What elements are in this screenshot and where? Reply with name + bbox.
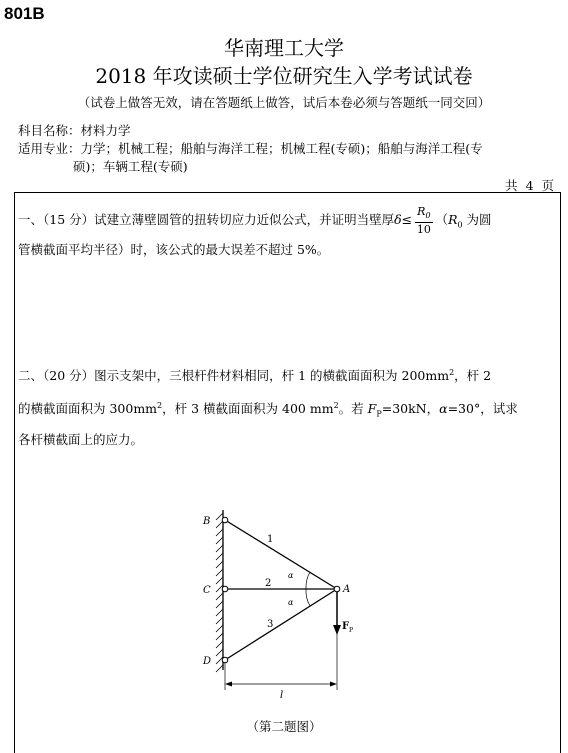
label-bar-3: 3: [267, 619, 274, 630]
question-2-line1: 二、（20 分）图示支架中，三根杆件材料相同，杆 1 的横截面面积为 $200mm^2$，杆 2: [18, 367, 492, 383]
bar-1: [225, 520, 337, 589]
label-c: C: [203, 585, 211, 596]
label-a: A: [343, 584, 351, 595]
dim-arrow-left: [225, 682, 232, 687]
label-force: F: [342, 621, 350, 632]
fraction-r0-over-10: $\frac{R_0}{10}$: [416, 205, 431, 237]
label-b: B: [203, 516, 211, 527]
label-alpha-lower: α: [288, 598, 294, 607]
joint-a: [334, 586, 340, 592]
bar-3: [225, 589, 337, 660]
applicable-majors-line2: 硕)；车辆工程(专硕): [73, 159, 188, 174]
label-length: l: [280, 690, 284, 701]
question-2-line2: 的横截面面积为 $300mm^2$，杆 3 横截面面积为 400 $mm^2$。若 $F_P=30kN$，α=30°，试求: [18, 400, 518, 419]
label-bar-1: 1: [267, 534, 274, 545]
angle-arc-lower: [306, 589, 310, 606]
exam-notice: （试卷上做答无效，请在答题纸上做答，试后本卷必须与答题纸一同交回）: [77, 95, 491, 110]
page-count: 共 4 页: [505, 178, 556, 193]
question-1-line2: 管横截面平均半径）时，该公式的最大误差不超过 5%。: [18, 242, 330, 257]
university-name: 华南理工大学: [224, 36, 344, 60]
label-d: D: [203, 656, 212, 667]
question-2-line3: 各杆横截面上的应力。: [18, 432, 144, 447]
label-alpha-upper: α: [288, 571, 294, 580]
label-bar-2: 2: [265, 578, 272, 589]
figure-caption: （第二题图）: [246, 719, 322, 734]
label-force-sub: P: [349, 627, 354, 634]
joint-c: [222, 586, 228, 592]
bracket-diagram: [190, 505, 370, 705]
subject-name: 科目名称：材料力学: [18, 123, 131, 138]
exam-code: 801B: [4, 4, 45, 23]
exam-title: 2018 年攻读硕士学位研究生入学考试试卷: [95, 64, 473, 88]
joint-d: [222, 657, 228, 663]
joint-b: [222, 517, 228, 523]
question-1-line1: 一、（15 分）试建立薄壁圆管的扭转切应力近似公式，并证明当壁厚δ≤ $\frac{R_0}{10}$ （$R_0$ 为圆: [18, 205, 492, 237]
dim-arrow-right: [330, 682, 337, 687]
angle-arc-upper: [306, 572, 310, 589]
wall-hatching: [216, 513, 223, 672]
applicable-majors-line1: 适用专业：力学；机械工程；船舶与海洋工程；机械工程(专硕)；船舶与海洋工程(专: [18, 141, 483, 156]
